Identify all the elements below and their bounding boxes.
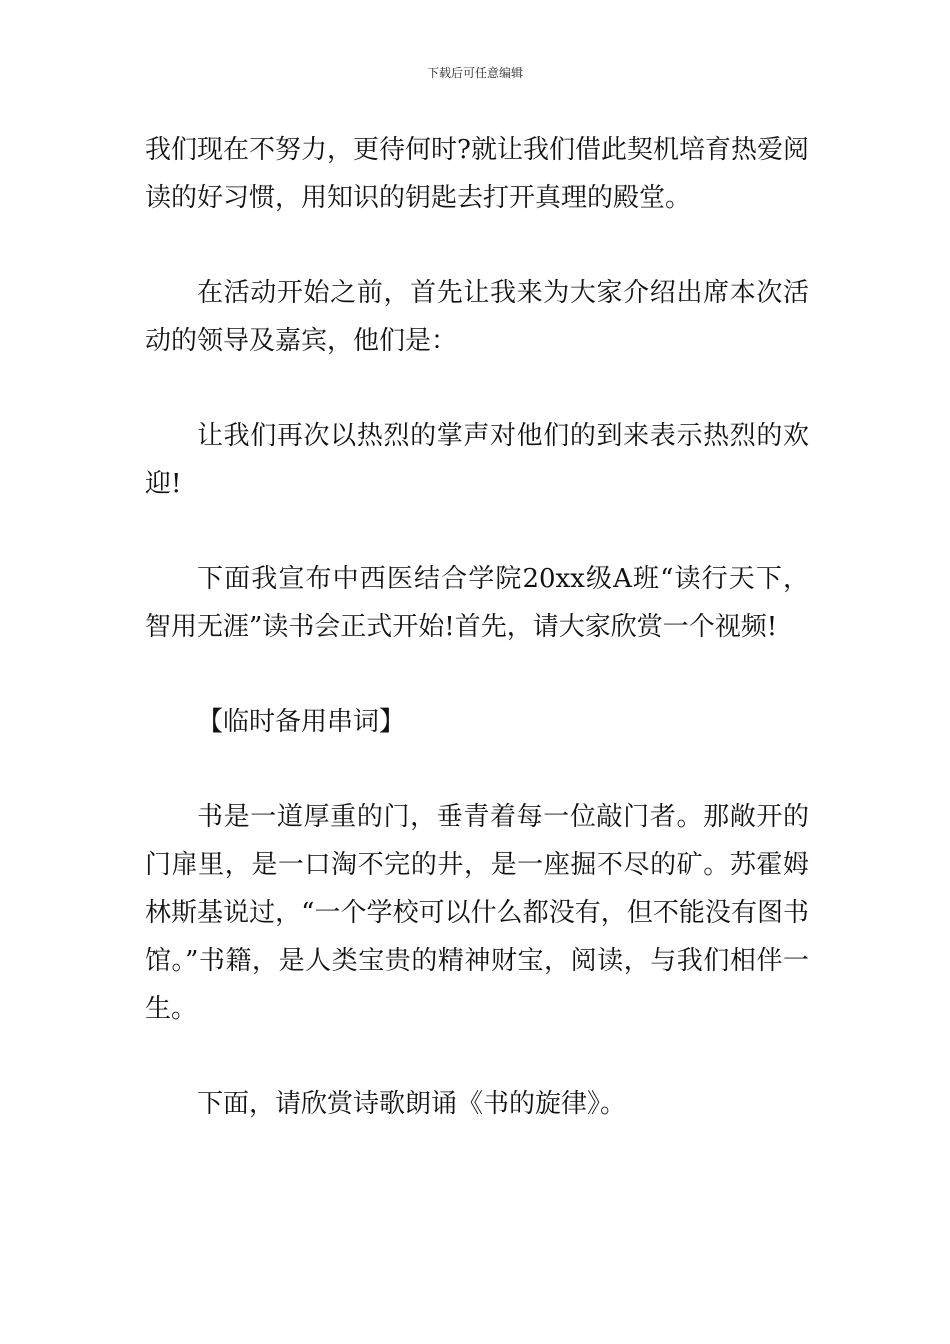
- paragraph-4: 下面我宣布中西医结合学院20xx级A班“读行天下，智用无涯”读书会正式开始!首先，请大家欣赏一个视频!: [145, 564, 809, 642]
- paragraph-3: 让我们再次以热烈的掌声对他们的到来表示热烈的欢迎!: [145, 421, 809, 499]
- paragraph-1: 我们现在不努力，更待何时?就让我们借此契机培育热爱阅读的好习惯，用知识的钥匙去打开真理的殿堂。: [145, 135, 809, 213]
- document-body: [145, 126, 809, 1128]
- paragraph-5: 书是一道厚重的门，垂青着每一位敲门者。那敞开的门扉里，是一口淘不完的井，是一座掘不尽的矿。苏霍姆林斯基说过，“一个学校可以什么都没有，但不能没有图书馆。”书籍，是人类宝贵的精神财宝，阅读，与我们相伴一生。: [145, 802, 809, 1024]
- paragraph-2: 在活动开始之前，首先让我来为大家介绍出席本次活动的领导及嘉宾，他们是：: [145, 278, 809, 356]
- page-header: 下载后可任意编辑: [426, 66, 523, 80]
- section-heading: 【临时备用串词】: [197, 707, 406, 737]
- paragraph-6: 下面，请欣赏诗歌朗诵《书的旋律》。: [197, 1089, 627, 1119]
